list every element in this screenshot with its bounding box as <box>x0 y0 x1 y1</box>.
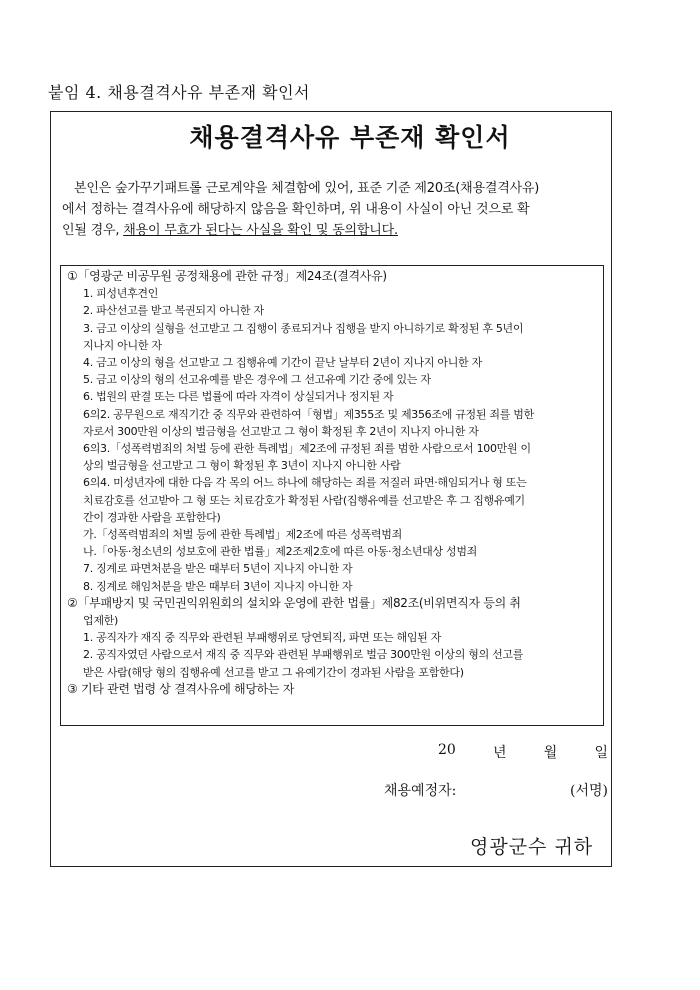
addressee: 영광군수 귀하 <box>470 836 594 858</box>
law1-item: 6의4. 미성년자에 대한 다음 각 목의 어느 하나에 해당하는 죄를 저질러 파면·해임되거나 형 또는 <box>83 476 527 490</box>
law1-item: 치료감호를 선고받아 그 형 또는 치료감호가 확정된 사람(집행유예를 선고받은 후 그 집행유예기 <box>83 493 525 507</box>
law1-item: 간이 경과한 사람을 포함한다) <box>83 510 221 524</box>
law1-heading: ①「영광군 비공무원 공정채용에 관한 규정」제24조(결격사유) <box>67 269 387 283</box>
law1-item: 6의2. 공무원으로 재직기간 중 직무와 관련하여「형법」제355조 및 제356조에 규정된 죄를 범한 <box>83 407 534 421</box>
consent-line-3-plain: 인될 경우, <box>62 223 124 238</box>
law3-heading: ③ 기타 관련 법령 상 결격사유에 해당하는 자 <box>67 681 295 696</box>
document-title: 채용결격사유 부존재 확인서 <box>189 123 511 152</box>
law2-item: 2. 공직자였던 사람으로서 재직 중 직무와 관련된 부패행위로 벌금 300만원 이상의 형의 선고를 <box>83 648 524 662</box>
law1-item: 7. 징계로 파면처분을 받은 때부터 5년이 지나지 아니한 자 <box>83 562 353 576</box>
law2-heading-continuation: 업제한) <box>83 614 118 628</box>
consent-line-1: 본인은 숲가꾸기패트롤 근로계약을 체결함에 있어, 표준 기준 제20조(채용결격사유) <box>74 181 540 196</box>
law1-item: 2. 파산선고를 받고 복권되지 아니한 자 <box>83 304 264 318</box>
law1-item: 나.「아동·청소년의 성보호에 관한 법률」제2조제2호에 따른 아동·청소년대상 성범죄 <box>83 545 477 559</box>
disqualification-criteria-box <box>60 265 604 726</box>
law1-item: 4. 금고 이상의 형을 선고받고 그 집행유예 기간이 끝난 날부터 2년이 지나지 아니한 자 <box>83 356 482 370</box>
law1-item: 5. 금고 이상의 형의 선고유예를 받은 경우에 그 선고유예 기간 중에 있는 자 <box>83 373 431 387</box>
consent-line-2: 에서 정하는 결격사유에 해당하지 않음을 확인하며, 위 내용이 사실이 아닌 것으로 확 <box>62 202 530 217</box>
law1-item: 가.「성폭력범죄의 처벌 등에 관한 특례법」제2조에 따른 성폭력범죄 <box>83 528 402 542</box>
law1-item: 자로서 300만원 이상의 벌금형을 선고받고 그 형이 확정된 후 2년이 지나지 아니한 자 <box>83 424 479 438</box>
law2-item: 1. 공직자가 재직 중 직무와 관련된 부패행위로 당연퇴직, 파면 또는 해임된 자 <box>83 631 442 645</box>
consent-statement <box>62 178 610 241</box>
attachment-label: 붙임 4. 채용결격사유 부존재 확인서 <box>48 83 310 102</box>
date-day: 일 <box>594 745 608 761</box>
consent-underlined-clause: 채용이 무효가 된다는 사실을 확인 및 동의합니다. <box>123 223 398 238</box>
law1-item: 8. 징계로 해임처분을 받은 때부터 3년이 지나지 아니한 자 <box>83 579 353 593</box>
law2-heading: ②「부패방지 및 국민권익위원회의 설치와 운영에 관한 법률」제82조(비위면직자 등의 취 <box>67 595 521 610</box>
signer-label: 채용예정자: <box>384 783 457 799</box>
signature-placeholder: (서명) <box>570 783 608 799</box>
law1-item: 6의3.「성폭력범죄의 처벌 등에 관한 특례법」제2조에 규정된 죄를 범한 사람으로서 100만원 이 <box>83 442 531 456</box>
date-year-prefix: 20 <box>438 742 456 758</box>
law1-item: 3. 금고 이상의 실형을 선고받고 그 집행이 종료되거나 집행을 받지 아니하기로 확정된 후 5년이 <box>83 321 524 335</box>
law1-item: 지나지 아니한 자 <box>83 338 162 352</box>
law1-item: 상의 벌금형을 선고받고 그 형이 확정된 후 3년이 지나지 아니한 사람 <box>83 459 401 473</box>
date-year-suffix: 년 <box>493 745 507 761</box>
consent-line-3 <box>62 220 610 241</box>
law1-item: 1. 피성년후견인 <box>83 287 159 301</box>
date-month: 월 <box>543 745 558 761</box>
signer-line <box>384 780 608 800</box>
law2-item: 받은 사람(해당 형의 집행유예 선고를 받고 그 유예기간이 경과된 사람을 포함한다) <box>83 665 464 679</box>
date-line <box>438 742 608 762</box>
law1-item: 6. 법원의 판결 또는 다른 법률에 따라 자격이 상실되거나 정지된 자 <box>83 390 394 404</box>
